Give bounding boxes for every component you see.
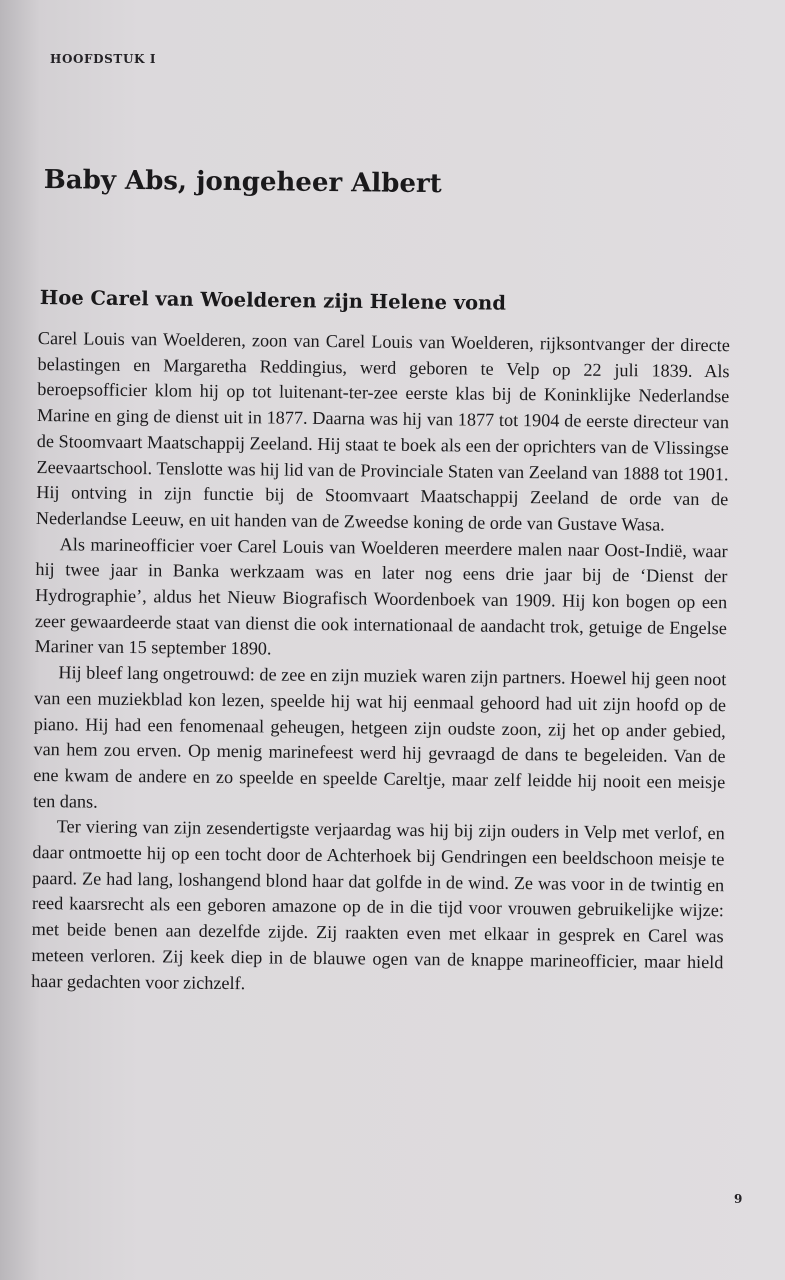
paragraph: Hij bleef lang ongetrouwd: de zee en zijn muziek waren zijn partners. Hoewel hij geen noot van een muziekblad kon lezen, speelde hij wat hij eenmaal gehoord had uit zijn hoofd op de piano. Hij had een fenomenaal geheugen, hetgeen zijn oudste zoon, zij het op ander gebied, van hem zou erven. Op menig marinefeest werd hij gevraagd de dans te begeleiden. Van de ene kwam de andere en zo speelde en speelde Careltje, maar zelf leidde hij nooit een meisje ten dans. bbox=[32, 662, 727, 812]
page-number: 9 bbox=[734, 1192, 743, 1206]
chapter-title: Baby Abs, jongeheer Albert bbox=[43, 165, 442, 200]
paragraph: Carel Louis van Woelderen, zoon van Carel Louis van Woelderen, rijksontvanger der directe belastingen en Margaretha Reddingius, werd geboren te Velp op 22 juli 1839. Als beroepsofficier klom hij op tot luitenant-ter-zee eerste klas bij de Koninklijke Nederlandse Marine en ging de dienst uit in 1877. Daarna was hij van 1877 tot 1904 de eerste directeur van de Stoomvaart Maatschappij Zeeland. Hij staat te boek als een der oprichters van de Vlissingse Zeevaartschool. Tenslotte was hij lid van de Provinciale Staten van Zeeland van 1888 tot 1901. Hij ontving in zijn functie bij de Stoomvaart Maatschappij Zeeland de orde van de Nederlandse Leeuw, en uit handen van de Zweedse koning de orde van Gustave Wasa. bbox=[35, 327, 730, 535]
section-title: Hoe Carel van Woelderen zijn Helene vond bbox=[39, 286, 507, 315]
paragraph: Als marineofficier voer Carel Louis van Woelderen meerdere malen naar Oost-Indië, waar hij twee jaar in Banka werkzaam was en later nog eens drie jaar bij de ‘Dienst der Hydrographie’, aldus het Nieuw Biografisch Woordenboek van 1909. Hij kon bogen op een zeer gewaardeerde staat van dienst die ook internationaal de aandacht trok, getuige de Engelse Mariner van 15 september 1890. bbox=[34, 533, 728, 659]
body-text bbox=[31, 326, 730, 1001]
paragraph: Ter viering van zijn zesendertigste verjaardag was hij bij zijn ouders in Velp met verlof, en daar ontmoette hij op een tocht door de Achterhoek bij Gendringen een beeldschoon meisje te paard. Ze had lang, loshangend blond haar dat golfde in de wind. Ze was voor in de twintig en reed kaarsrecht als een geboren amazone op de in die tijd voor vrouwen gebruikelijke wijze: met beide benen aan dezelfde zijde. Zij raakten even met elkaar in gesprek en Carel was meteen verloren. Zij keek diep in de blauwe ogen van de knappe marineofficier, maar hield haar gedachten voor zichzelf. bbox=[31, 816, 725, 993]
running-head: HOOFDSTUK I bbox=[50, 52, 157, 66]
